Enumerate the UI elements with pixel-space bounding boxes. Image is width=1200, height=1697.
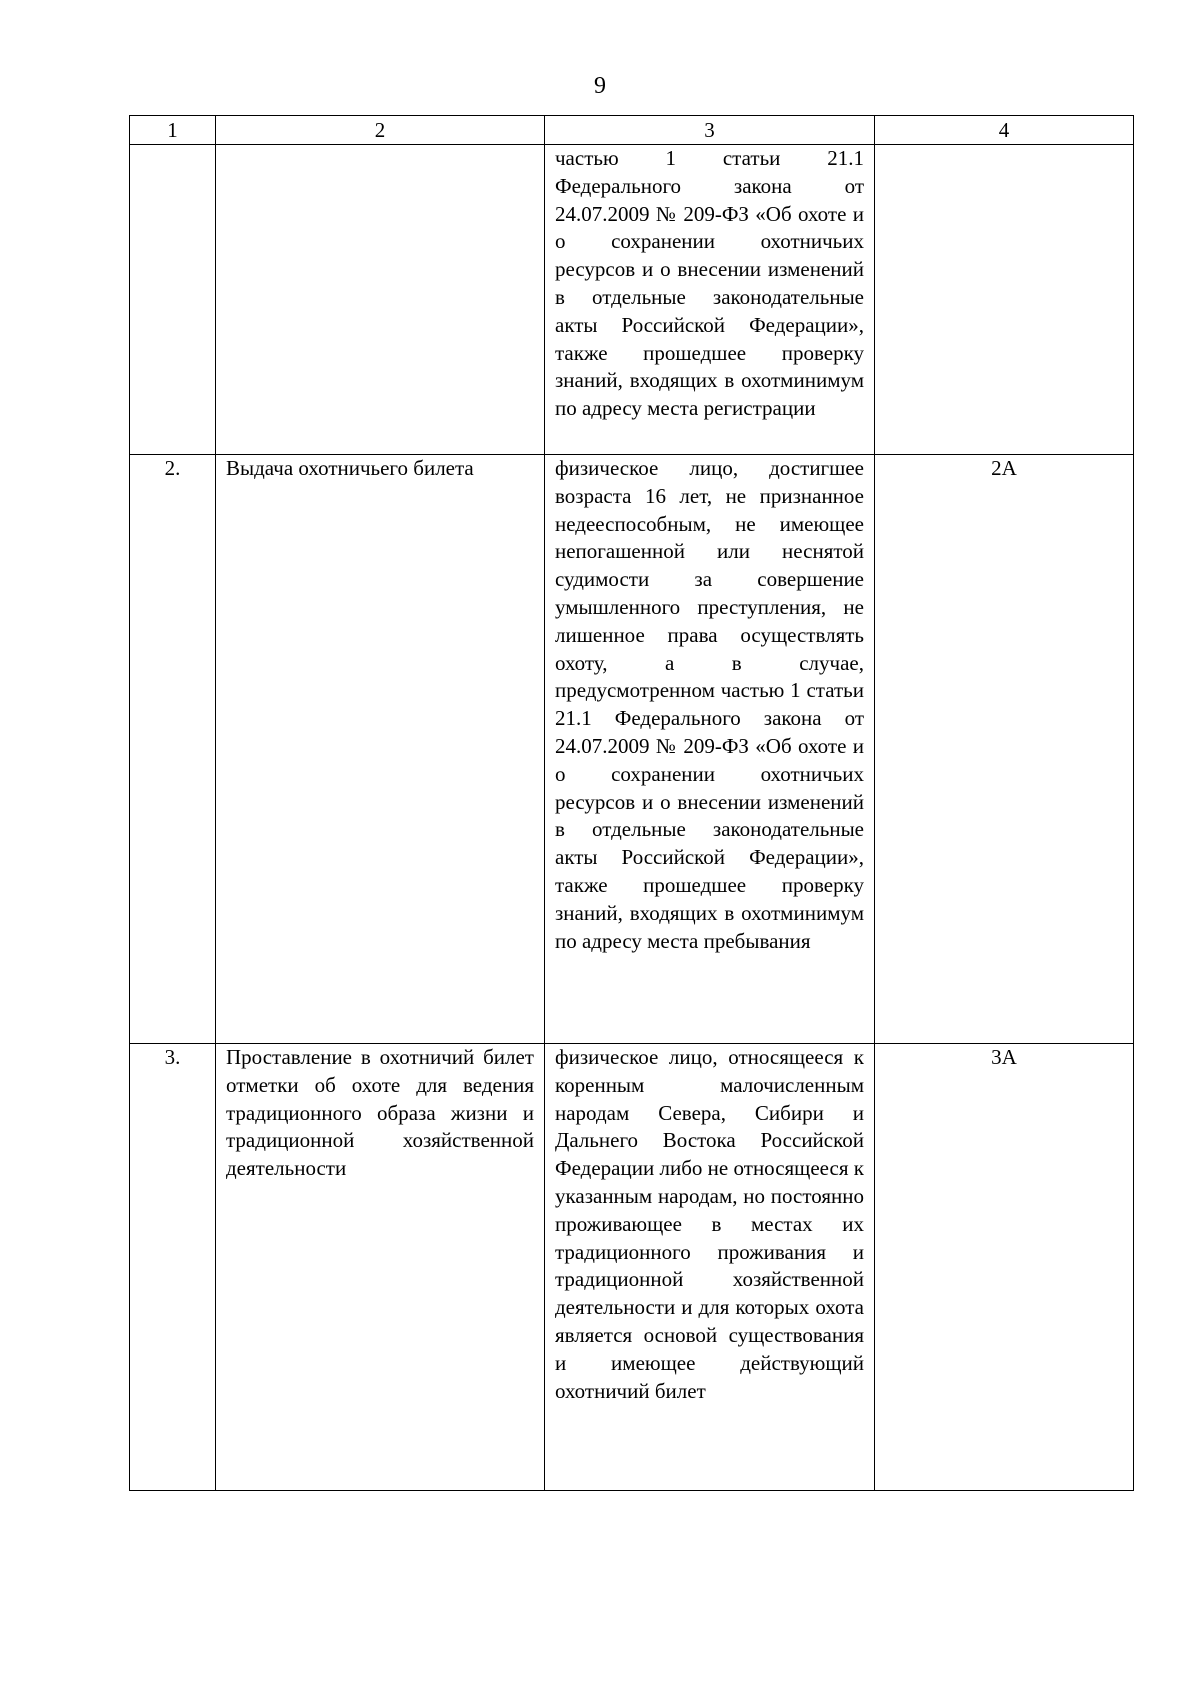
column-header-3: 3 bbox=[545, 116, 875, 145]
column-header-2: 2 bbox=[216, 116, 545, 145]
services-table bbox=[129, 115, 1134, 1491]
service-code: 3А bbox=[875, 1044, 1134, 1491]
row-number bbox=[130, 145, 216, 455]
applicant-description: физическое лицо, относящееся к коренным малочисленным народам Севера, Сибири и Дальнего Востока Российской Федерации либо не относящееся к указанным народам, но постоянно проживающее в местах их традиционного проживания и традиционной хозяйственной деятельности и для которых охота является основой существования и имеющее действующий охотничий билет bbox=[545, 1044, 875, 1491]
service-code: 2А bbox=[875, 455, 1134, 1044]
table-header-row bbox=[130, 116, 1134, 145]
service-code bbox=[875, 145, 1134, 455]
table-row bbox=[130, 145, 1134, 455]
column-header-1: 1 bbox=[130, 116, 216, 145]
service-name: Проставление в охотничий билет отметки об охоте для ведения традиционного образа жизни и традиционной хозяйственной деятельности bbox=[216, 1044, 545, 1491]
service-name bbox=[216, 145, 545, 455]
service-name: Выдача охотничьего билета bbox=[216, 455, 545, 1044]
row-number: 2. bbox=[130, 455, 216, 1044]
column-header-4: 4 bbox=[875, 116, 1134, 145]
table-row bbox=[130, 1044, 1134, 1491]
applicant-description: физическое лицо, достигшее возраста 16 лет, не признанное недееспособным, не имеющее непогашенной или неснятой судимости за совершение умышленного преступления, не лишенное права осуществлять охоту, а в случае, предусмотренном частью 1 статьи 21.1 Федерального закона от 24.07.2009 № 209-ФЗ «Об охоте и о сохранении охотничьих ресурсов и о внесении изменений в отдельные законодательные акты Российской Федерации», также прошедшее проверку знаний, входящих в охотминимум по адресу места пребывания bbox=[545, 455, 875, 1044]
table-row bbox=[130, 455, 1134, 1044]
applicant-description: частью 1 статьи 21.1 Федерального закона от 24.07.2009 № 209-ФЗ «Об охоте и о сохранении охотничьих ресурсов и о внесении изменений в отдельные законодательные акты Российской Федерации», также прошедшее проверку знаний, входящих в охотминимум по адресу места регистрации bbox=[545, 145, 875, 455]
row-number: 3. bbox=[130, 1044, 216, 1491]
page-number: 9 bbox=[594, 73, 606, 99]
